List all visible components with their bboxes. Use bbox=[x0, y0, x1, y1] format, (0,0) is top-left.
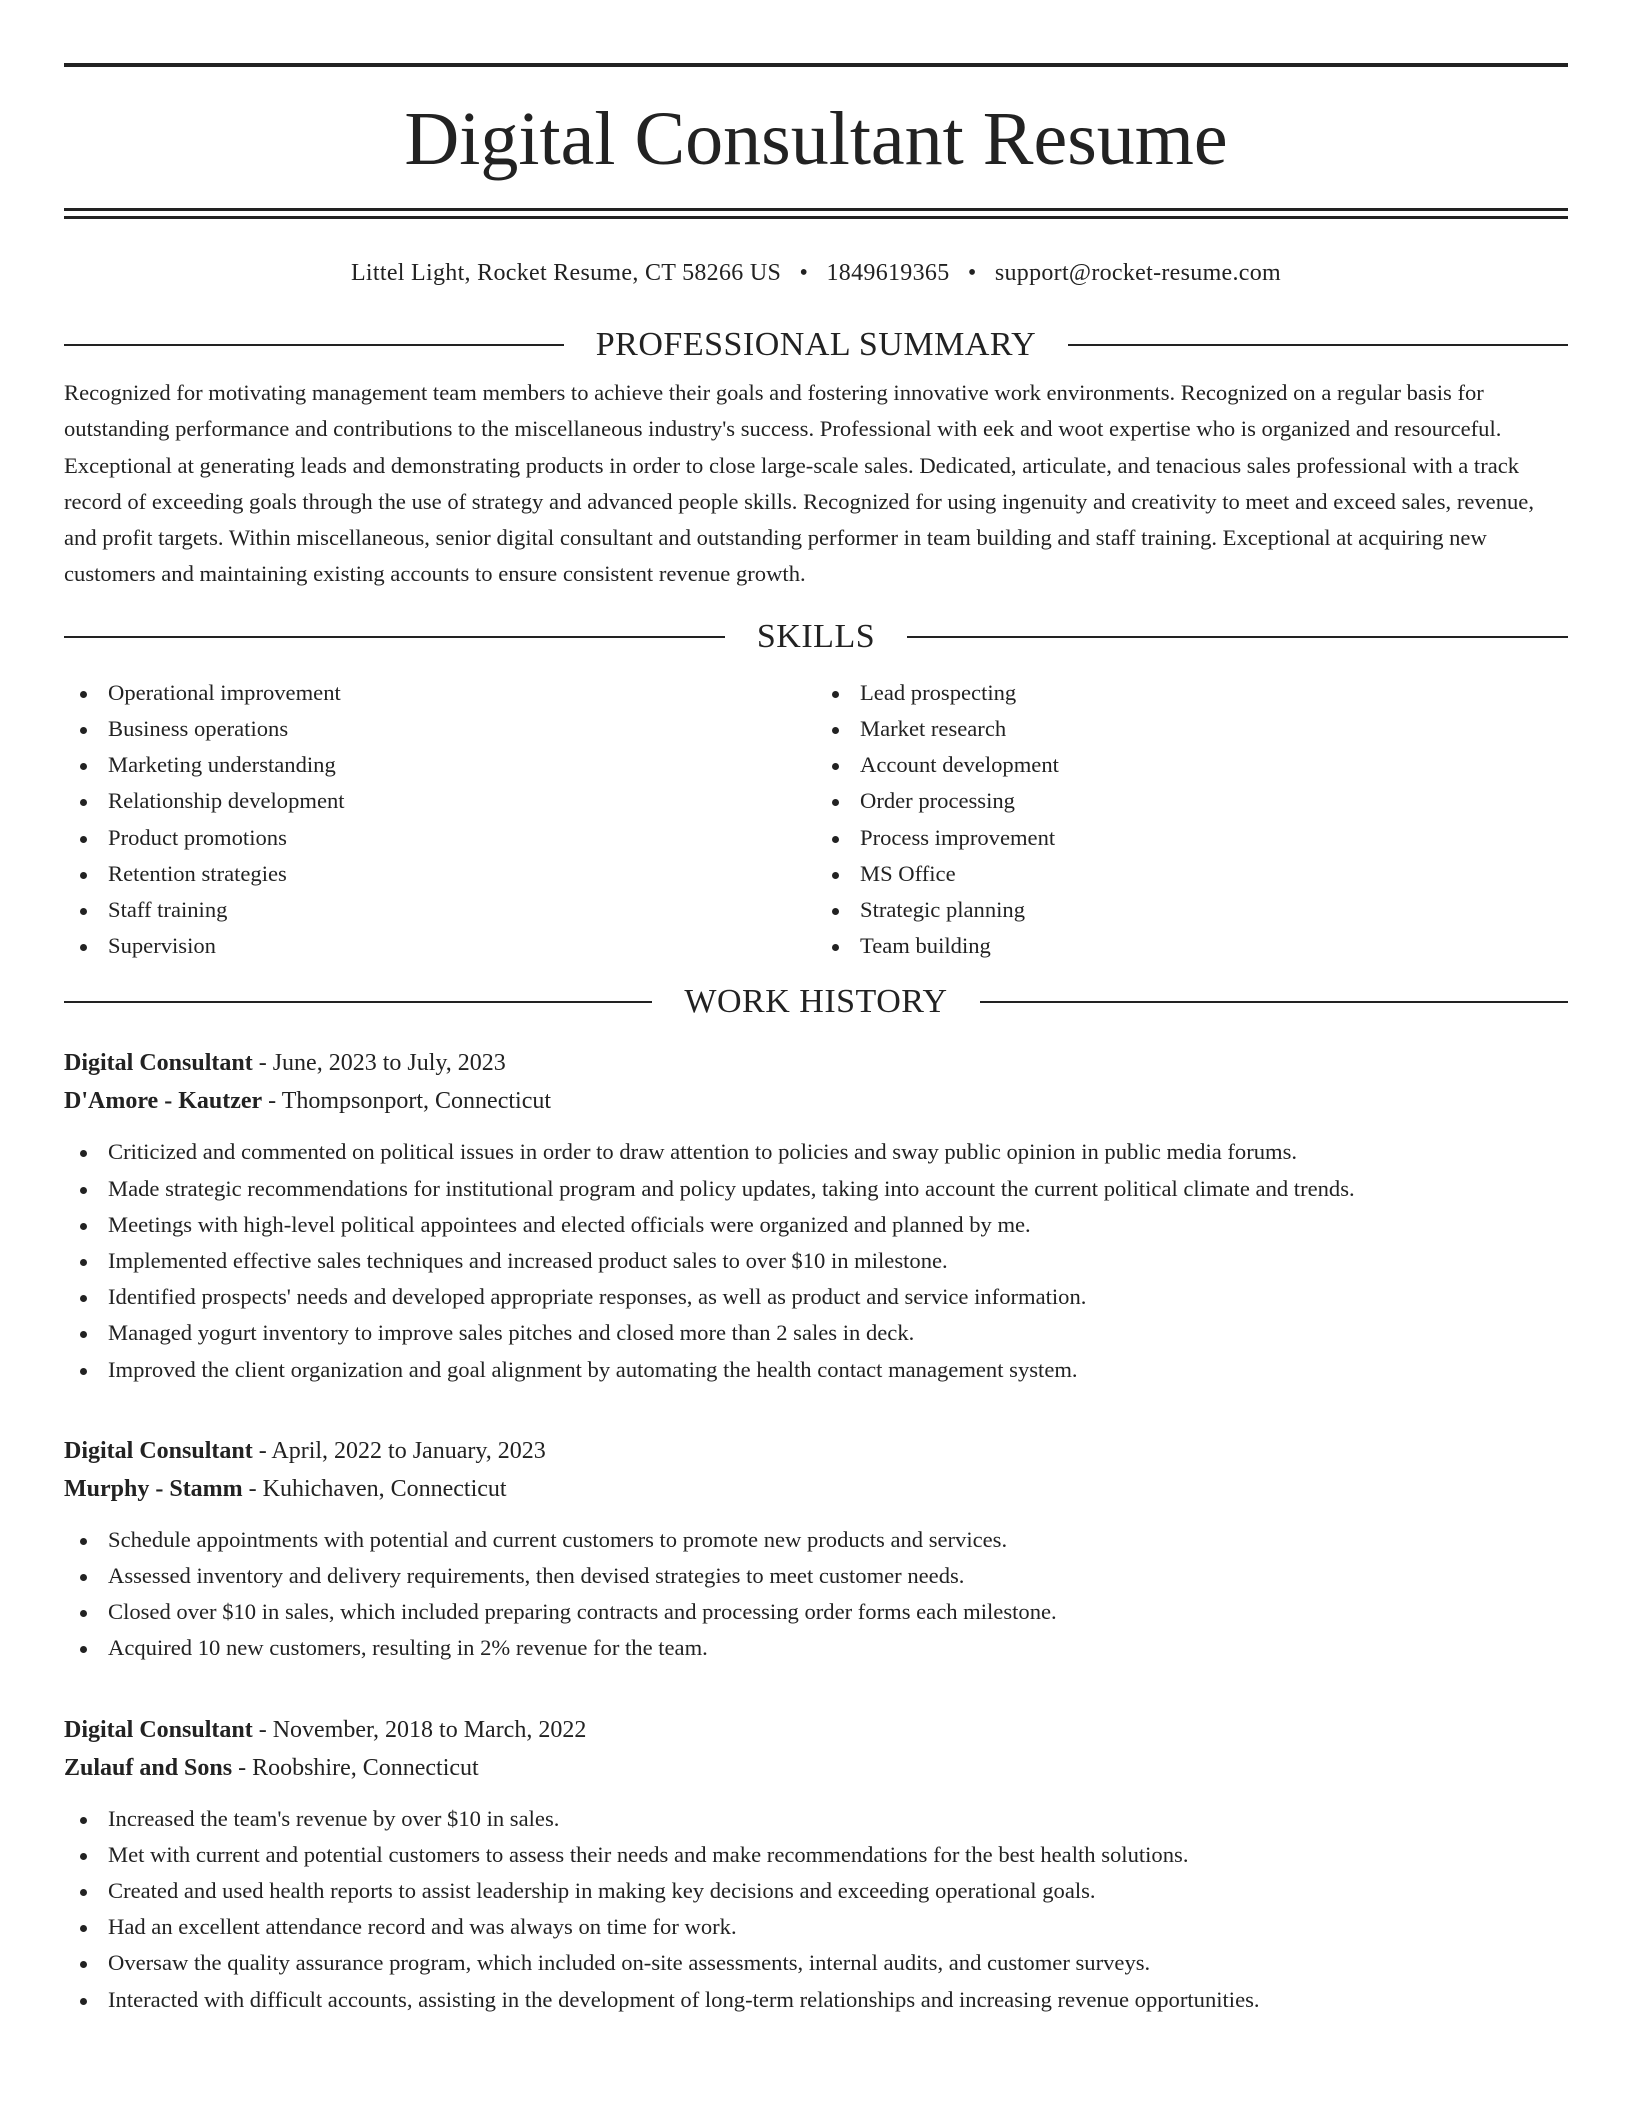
job-company-line bbox=[64, 1470, 1568, 1508]
job-company-line bbox=[64, 1082, 1568, 1120]
job-company: D'Amore - Kautzer bbox=[64, 1088, 263, 1115]
skill-item: Operational improvement bbox=[64, 675, 816, 711]
contact-separator: • bbox=[799, 260, 809, 286]
job-entry bbox=[64, 1044, 1568, 1387]
summary-heading bbox=[64, 325, 1568, 365]
job-bullet: Met with current and potential customers to assess their needs and make recommendations for the best health solutions. bbox=[64, 1837, 1568, 1873]
job-title-line bbox=[64, 1432, 1568, 1470]
job-bullet: Improved the client organization and goal alignment by automating the health contact management system. bbox=[64, 1352, 1568, 1388]
job-title: Digital Consultant bbox=[64, 1716, 253, 1743]
skill-item: Business operations bbox=[64, 711, 816, 747]
skills-list bbox=[64, 675, 1568, 965]
summary-heading-label: PROFESSIONAL SUMMARY bbox=[595, 326, 1037, 363]
skill-item: Staff training bbox=[64, 892, 816, 928]
contact-separator: • bbox=[967, 260, 977, 286]
work-heading-label: WORK HISTORY bbox=[684, 983, 948, 1021]
skill-item: Strategic planning bbox=[816, 892, 1568, 928]
skills-column-right bbox=[816, 675, 1568, 965]
job-bullet: Meetings with high-level political appointees and elected officials were organized and planned by me. bbox=[64, 1207, 1568, 1243]
summary-text: Recognized for motivating management team members to achieve their goals and fostering innovative work environments. Recognized on a regular basis for outstanding performance and contributions to the miscellaneous industry's success. Professional with eek and woot expertise who is organized and resourceful. Exceptional at generating leads and demonstrating products in order to close large-scale sales. Dedicated, articulate, and tenacious sales professional with a track record of exceeding goals through the use of strategy and advanced people skills. Recognized for using ingenuity and creativity to meet and exceed sales, revenue, and profit targets. Within miscellaneous, senior digital consultant and outstanding performer in team building and staff training. Exceptional at acquiring new customers and maintaining existing accounts to ensure consistent revenue growth. bbox=[64, 380, 1534, 587]
job-bullet: Made strategic recommendations for institutional program and policy updates, taking into account the current political climate and trends. bbox=[64, 1171, 1568, 1207]
skill-item: Account development bbox=[816, 747, 1568, 783]
job-company: Murphy - Stamm bbox=[64, 1475, 243, 1502]
job-bullet: Interacted with difficult accounts, assisting in the development of long-term relationships and increasing revenue opportunities. bbox=[64, 1982, 1568, 2018]
skill-item: MS Office bbox=[816, 856, 1568, 892]
job-bullet: Managed yogurt inventory to improve sales pitches and closed more than 2 sales in deck. bbox=[64, 1315, 1568, 1351]
top-rule bbox=[64, 63, 1568, 67]
job-bullet: Assessed inventory and delivery requirements, then devised strategies to meet customer needs. bbox=[64, 1558, 1568, 1594]
heading-rule bbox=[64, 636, 725, 638]
job-location: - Thompsonport, Connecticut bbox=[262, 1088, 552, 1115]
job-location: - Kuhichaven, Connecticut bbox=[242, 1475, 507, 1502]
job-title: Digital Consultant bbox=[64, 1050, 253, 1077]
job-bullet: Created and used health reports to assist leadership in making key decisions and exceeding operational goals. bbox=[64, 1873, 1568, 1909]
job-bullet: Closed over $10 in sales, which included preparing contracts and processing order forms each milestone. bbox=[64, 1594, 1568, 1630]
job-bullet: Schedule appointments with potential and current customers to promote new products and services. bbox=[64, 1522, 1568, 1558]
job-company: Zulauf and Sons bbox=[64, 1754, 233, 1781]
skills-heading bbox=[64, 617, 1568, 657]
job-dates: - June, 2023 to July, 2023 bbox=[252, 1050, 506, 1077]
skill-item: Order processing bbox=[816, 783, 1568, 819]
job-bullet: Identified prospects' needs and developed appropriate responses, as well as product and service information. bbox=[64, 1279, 1568, 1315]
contact-line bbox=[64, 257, 1568, 289]
job-bullet: Had an excellent attendance record and was always on time for work. bbox=[64, 1909, 1568, 1945]
job-entry bbox=[64, 1432, 1568, 1667]
contact-address: Littel Light, Rocket Resume, CT 58266 US bbox=[350, 260, 782, 286]
job-bullets bbox=[64, 1134, 1568, 1387]
skill-item: Process improvement bbox=[816, 820, 1568, 856]
job-title: Digital Consultant bbox=[64, 1437, 253, 1464]
heading-rule bbox=[907, 636, 1568, 638]
job-bullets bbox=[64, 1801, 1568, 2018]
skill-item: Team building bbox=[816, 928, 1568, 964]
skill-item: Marketing understanding bbox=[64, 747, 816, 783]
job-dates: - April, 2022 to January, 2023 bbox=[252, 1437, 546, 1464]
skill-item: Supervision bbox=[64, 928, 816, 964]
heading-rule bbox=[64, 1001, 652, 1003]
skills-column-left bbox=[64, 675, 816, 965]
job-bullets bbox=[64, 1522, 1568, 1667]
work-heading bbox=[64, 982, 1568, 1022]
job-bullet: Implemented effective sales techniques and increased product sales to over $10 in milestone. bbox=[64, 1243, 1568, 1279]
job-title-line bbox=[64, 1711, 1568, 1749]
job-entry bbox=[64, 1711, 1568, 2018]
skill-item: Lead prospecting bbox=[816, 675, 1568, 711]
skill-item: Product promotions bbox=[64, 820, 816, 856]
job-company-line bbox=[64, 1749, 1568, 1787]
job-dates: - November, 2018 to March, 2022 bbox=[252, 1716, 587, 1743]
job-bullet: Increased the team's revenue by over $10 in sales. bbox=[64, 1801, 1568, 1837]
heading-rule bbox=[980, 1001, 1568, 1003]
heading-rule bbox=[1068, 344, 1568, 346]
skills-heading-label: SKILLS bbox=[756, 617, 876, 655]
contact-email: support@rocket-resume.com bbox=[994, 260, 1282, 286]
skill-item: Retention strategies bbox=[64, 856, 816, 892]
resume-title: Digital Consultant Resume bbox=[404, 97, 1228, 181]
job-bullet: Oversaw the quality assurance program, which included on-site assessments, internal audits, and customer surveys. bbox=[64, 1945, 1568, 1981]
title-double-rule bbox=[64, 208, 1568, 219]
job-bullet: Acquired 10 new customers, resulting in 2% revenue for the team. bbox=[64, 1630, 1568, 1666]
job-bullet: Criticized and commented on political issues in order to draw attention to policies and sway public opinion in public media forums. bbox=[64, 1134, 1568, 1170]
skill-item: Market research bbox=[816, 711, 1568, 747]
work-history bbox=[64, 1044, 1568, 2017]
heading-rule bbox=[64, 344, 564, 346]
skill-item: Relationship development bbox=[64, 783, 816, 819]
job-location: - Roobshire, Connecticut bbox=[232, 1754, 479, 1781]
contact-phone: 1849619365 bbox=[826, 260, 950, 286]
job-title-line bbox=[64, 1044, 1568, 1082]
